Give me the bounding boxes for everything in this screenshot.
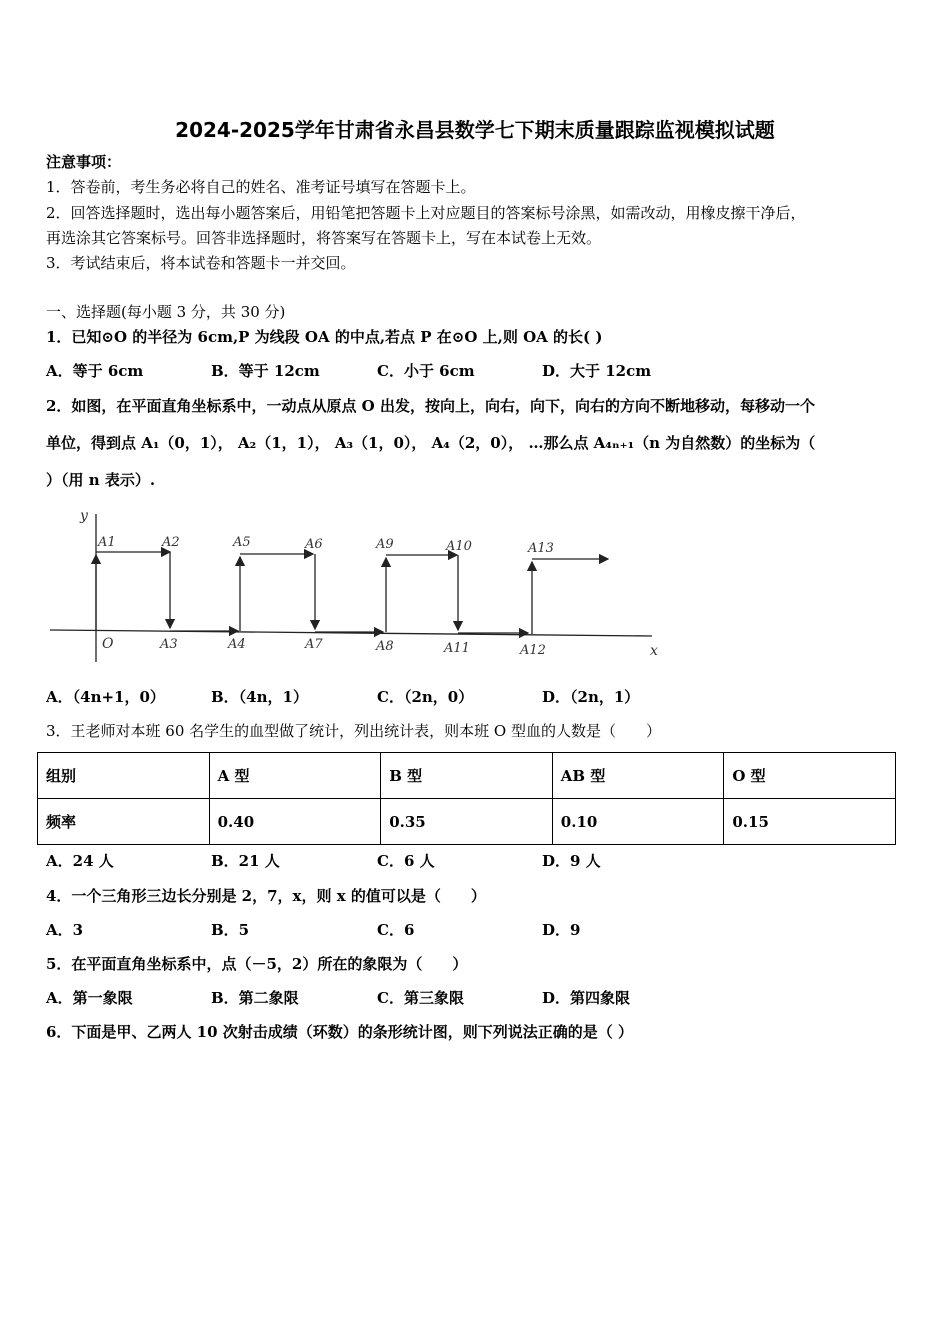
section-heading: 一、选择题(每小题 3 分，共 30 分)	[46, 303, 286, 321]
q4-option-c: C．6	[377, 921, 415, 939]
point-label: A13	[528, 541, 554, 556]
q5-option-b: B．第二象限	[211, 989, 299, 1007]
point-label: A8	[376, 639, 394, 654]
table-cell: AB 型	[552, 753, 724, 799]
q1-option-a: A．等于 6cm	[46, 362, 144, 380]
q2-option-a: A．（4n+1，0）	[46, 688, 165, 706]
q1-option-c: C．小于 6cm	[377, 362, 475, 380]
q4-option-d: D．9	[542, 921, 581, 939]
point-label: A9	[376, 537, 394, 552]
q4-option-b: B．5	[211, 921, 250, 939]
question-2-line2: 单位，得到点 A₁（0，1）， A₂（1，1）， A₃（1，0）， A₄（2，0）， …那么点 A₄ₙ₊₁（n 为自然数）的坐标为（	[46, 434, 816, 452]
q4-option-a: A．3	[46, 921, 84, 939]
q1-option-b: B．等于 12cm	[211, 362, 320, 380]
q2-option-d: D．（2n，1）	[542, 688, 640, 706]
point-label: A11	[444, 641, 470, 656]
page-title: 2024-2025学年甘肃省永昌县数学七下期末质量跟踪监视模拟试题	[175, 118, 775, 142]
movement-path	[96, 552, 608, 634]
table-cell: 组别	[38, 753, 210, 799]
point-label: A7	[305, 637, 323, 652]
notice-item: 1．答卷前，考生务必将自己的姓名、准考证号填写在答题卡上。	[46, 178, 476, 196]
notice-item: 3．考试结束后，将本试卷和答题卡一并交回。	[46, 254, 356, 272]
table-row	[38, 753, 896, 799]
coordinate-path-figure	[50, 500, 670, 670]
question-4: 4．一个三角形三边长分别是 2，7，x，则 x 的值可以是（ ）	[46, 887, 486, 905]
question-3: 3．王老师对本班 60 名学生的血型做了统计，列出统计表，则本班 O 型血的人数是（ ）	[46, 722, 662, 740]
q5-option-c: C．第三象限	[377, 989, 464, 1007]
table-cell: 频率	[38, 799, 210, 845]
question-1: 1．已知⊙O 的半径为 6cm,P 为线段 OA 的中点,若点 P 在⊙O 上,则 OA 的长( )	[46, 328, 603, 346]
table-cell: 0.40	[209, 799, 381, 845]
q3-option-b: B．21 人	[211, 852, 280, 870]
origin-label: O	[102, 636, 114, 652]
notice-heading: 注意事项：	[46, 153, 122, 171]
q5-option-a: A．第一象限	[46, 989, 133, 1007]
question-2-line3: ）（用 n 表示）.	[46, 471, 156, 489]
table-cell: A 型	[209, 753, 381, 799]
q2-option-b: B．（4n，1）	[211, 688, 308, 706]
point-label: A4	[228, 637, 246, 652]
point-label: A3	[160, 637, 178, 652]
y-axis-label: y	[80, 508, 88, 524]
point-label: A10	[446, 539, 472, 554]
x-axis	[50, 630, 652, 636]
point-label: A1	[98, 535, 116, 550]
question-5: 5．在平面直角坐标系中，点（－5，2）所在的象限为（ ）	[46, 955, 468, 973]
point-label: A2	[162, 535, 180, 550]
table-cell: B 型	[381, 753, 553, 799]
question-6: 6．下面是甲、乙两人 10 次射击成绩（环数）的条形统计图，则下列说法正确的是（ ）	[46, 1023, 633, 1041]
notice-item: 再选涂其它答案标号。回答非选择题时，将答案写在答题卡上，写在本试卷上无效。	[46, 229, 602, 247]
x-axis-label: x	[650, 643, 658, 659]
point-label: A6	[305, 537, 323, 552]
table-cell: O 型	[724, 753, 896, 799]
q2-option-c: C．（2n，0）	[377, 688, 474, 706]
q1-option-d: D．大于 12cm	[542, 362, 652, 380]
table-cell: 0.10	[552, 799, 724, 845]
table-row	[38, 799, 896, 845]
q3-option-d: D．9 人	[542, 852, 601, 870]
question-2-line1: 2．如图，在平面直角坐标系中，一动点从原点 O 出发，按向上，向右，向下，向右的方向不断地移动，每移动一个	[46, 397, 815, 415]
point-label: A12	[520, 643, 546, 658]
table-cell: 0.15	[724, 799, 896, 845]
q5-option-d: D．第四象限	[542, 989, 631, 1007]
notice-item: 2．回答选择题时，选出每小题答案后，用铅笔把答题卡上对应题目的答案标号涂黑，如需改动，用橡皮擦干净后，	[46, 204, 806, 222]
point-label: A5	[233, 535, 251, 550]
q3-option-a: A．24 人	[46, 852, 114, 870]
table-cell: 0.35	[381, 799, 553, 845]
q3-option-c: C．6 人	[377, 852, 435, 870]
blood-type-table	[37, 752, 896, 845]
